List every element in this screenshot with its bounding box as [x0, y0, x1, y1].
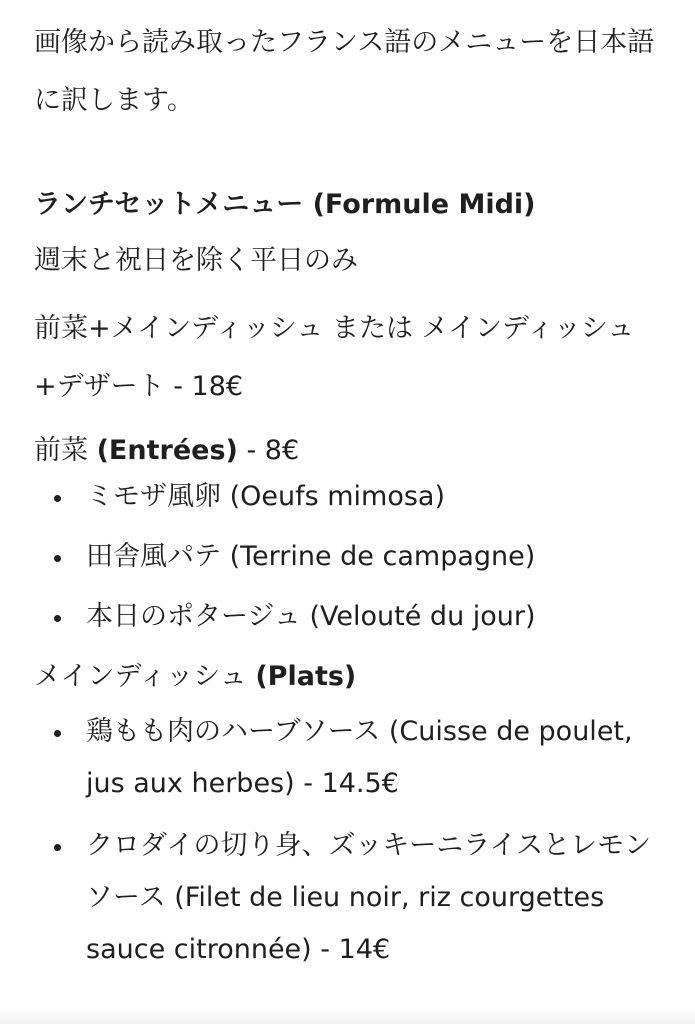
entrees-heading-price: - 8€: [237, 435, 300, 466]
list-item: [34, 600, 664, 634]
bullet-icon: [54, 844, 61, 851]
list-item: [34, 540, 664, 574]
chat-response: [34, 14, 664, 986]
entrees-list: [34, 480, 664, 634]
menu-title: ランチセットメニュー (Formule Midi): [34, 189, 536, 220]
formula-text: 前菜+メインディッシュ または メインディッシュ+デザート - 18€: [34, 313, 635, 402]
list-item: [34, 706, 664, 810]
plats-list: [34, 706, 664, 976]
bottom-fade: [0, 1008, 695, 1024]
bullet-icon: [54, 495, 61, 502]
list-item-text: 鶏もも肉のハーブソース (Cuisse de poulet, jus aux herbes) - 14.5€: [86, 716, 633, 799]
plats-heading: [34, 660, 664, 694]
list-item: [34, 480, 664, 514]
bullet-icon: [54, 730, 61, 737]
list-item-text: クロダイの切り身、ズッキーニライスとレモンソース (Filet de lieu noir, riz courgettes sauce citronnée) - 14€: [86, 830, 652, 965]
list-item-text: 本日のポタージュ (Velouté du jour): [86, 601, 536, 632]
entrees-heading: [34, 434, 664, 468]
entrees-heading-jp: 前菜: [34, 435, 97, 466]
list-item: [34, 820, 664, 976]
plats-heading-fr: (Plats): [255, 661, 357, 692]
entrees-heading-fr: (Entrées): [96, 435, 238, 466]
bullet-icon: [54, 615, 61, 622]
weekday-note: 週末と祝日を除く平日のみ: [34, 245, 358, 276]
bullet-icon: [54, 555, 61, 562]
list-item-text: 田舎風パテ (Terrine de campagne): [86, 541, 536, 572]
plats-heading-jp: メインディッシュ: [34, 661, 256, 692]
intro-text: 画像から読み取ったフランス語のメニューを日本語に訳します。: [34, 27, 655, 116]
list-item-text: ミモザ風卵 (Oeufs mimosa): [86, 481, 446, 512]
